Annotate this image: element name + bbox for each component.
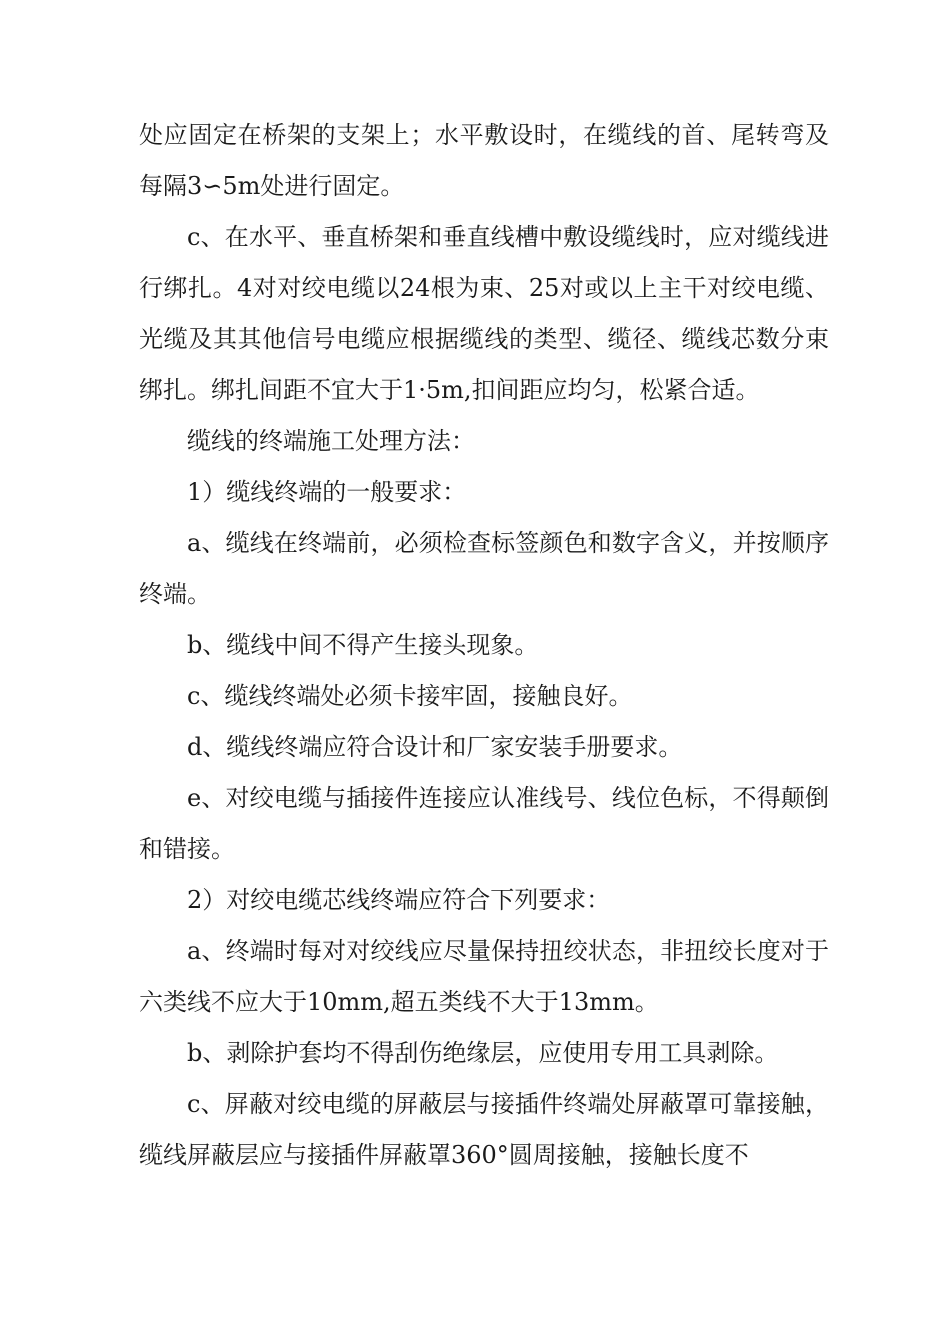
paragraph-3: 缆线的终端施工处理方法： (187, 427, 475, 455)
paragraph-4: 1）缆线终端的一般要求： (187, 478, 467, 506)
paragraph-5: a、缆线在终端前，必须检查标签颜色和数字含义，并按顺序终端。 (139, 529, 829, 608)
paragraph-8: d、缆线终端应符合设计和厂家安装手册要求。 (187, 733, 683, 761)
paragraph-1: 处应固定在桥架的支架上；水平敷设时，在缆线的首、尾转弯及每隔3∽5m处进行固定。 (139, 121, 829, 200)
paragraph-10: 2）对绞电缆芯线终端应符合下列要求： (187, 886, 611, 914)
paragraph-2: c、在水平、垂直桥架和垂直线槽中敷设缆线时，应对缆线进行绑扎。4对对绞电缆以24根为束、25对或以上主干对绞电缆、光缆及其其他信号电缆应根据缆线的类型、缆径、缆线芯数分束绑扎。绑扎间距不宜大于1·5m,扣间距应均匀，松紧合适。 (139, 223, 829, 404)
paragraph-12: b、剥除护套均不得刮伤绝缘层，应使用专用工具剥除。 (187, 1039, 779, 1067)
paragraph-9: e、对绞电缆与插接件连接应认准线号、线位色标，不得颠倒和错接。 (139, 784, 829, 863)
paragraph-11: a、终端时每对对绞线应尽量保持扭绞状态，非扭绞长度对于六类线不应大于10mm,超五类线不大于13mm。 (139, 937, 829, 1016)
document-page (139, 110, 829, 1181)
paragraph-6: b、缆线中间不得产生接头现象。 (187, 631, 539, 659)
paragraph-7: c、缆线终端处必须卡接牢固，接触良好。 (187, 682, 633, 710)
paragraph-13: c、屏蔽对绞电缆的屏蔽层与接插件终端处屏蔽罩可靠接触，缆线屏蔽层应与接插件屏蔽罩360°圆周接触，接触长度不 (139, 1090, 829, 1169)
